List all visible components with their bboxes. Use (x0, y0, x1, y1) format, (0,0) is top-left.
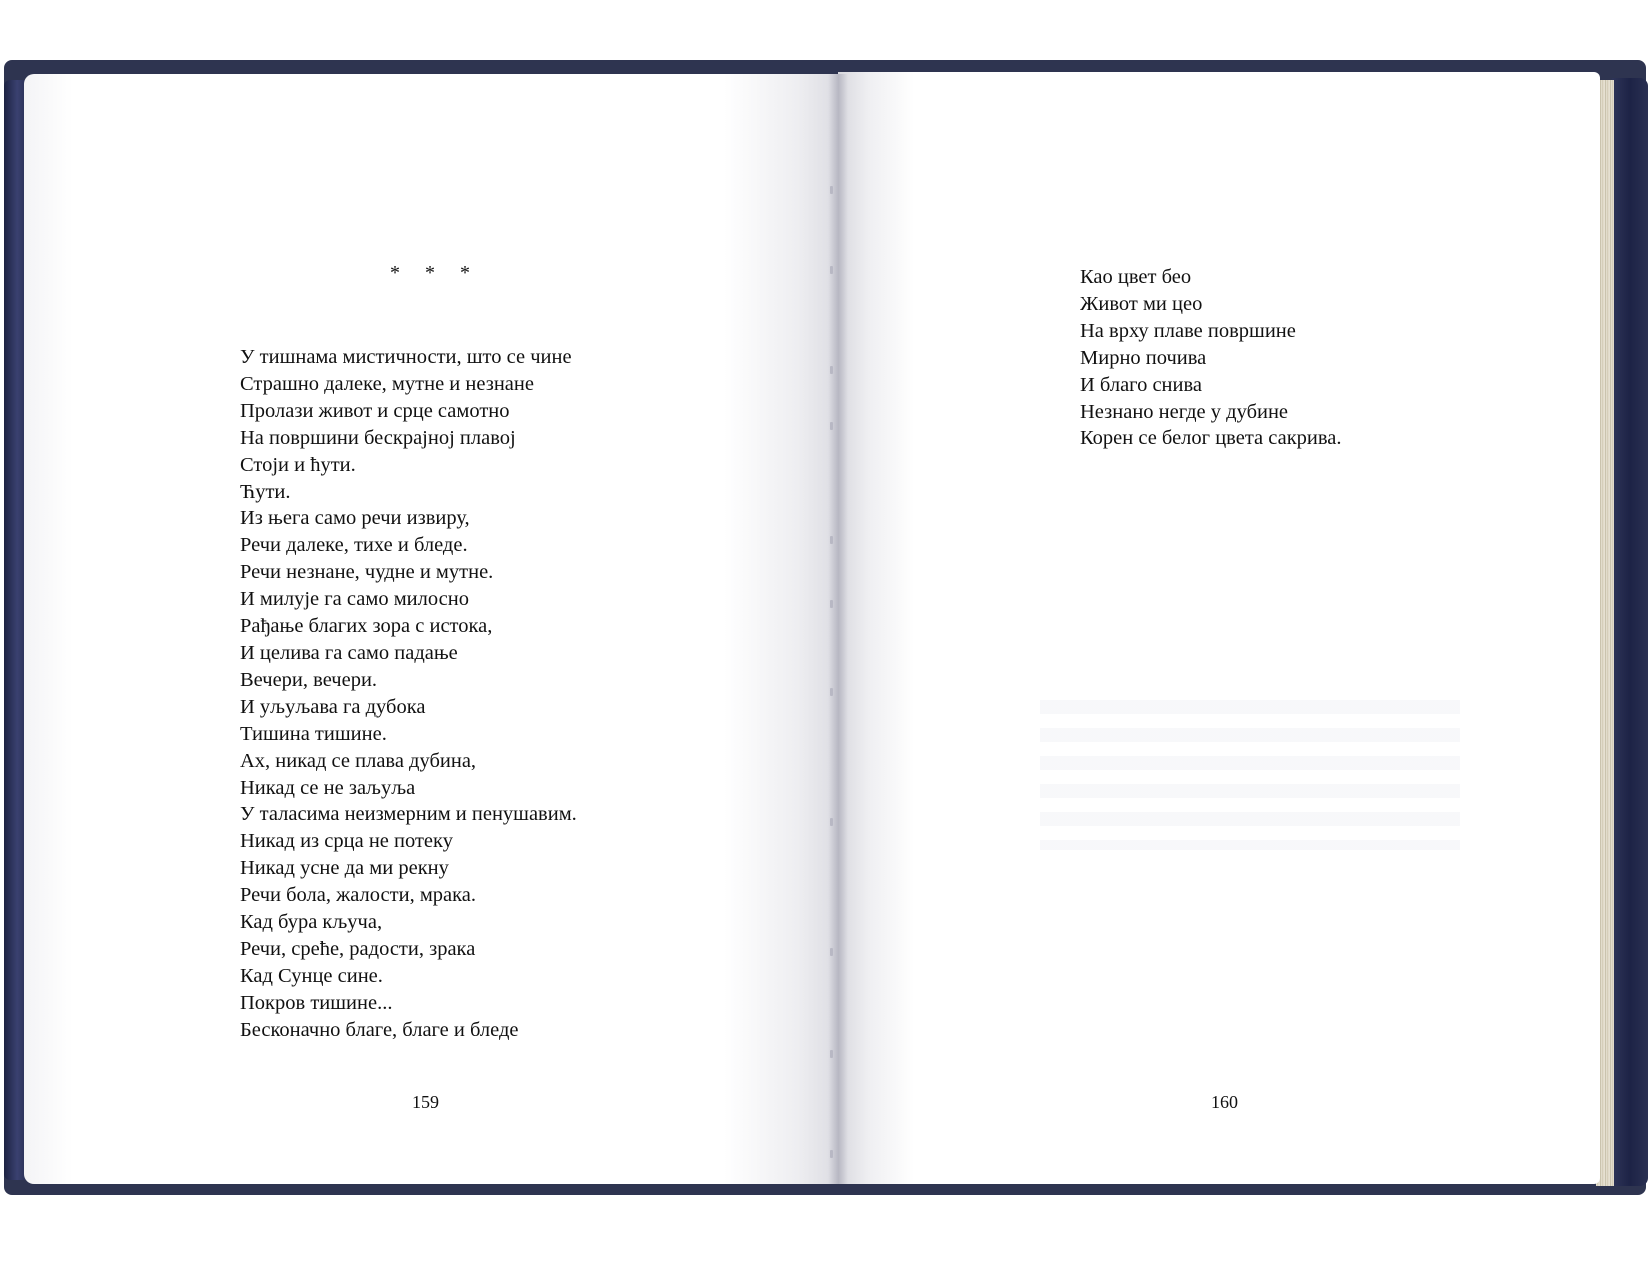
poem-line: Никад се не заљуља (240, 776, 416, 799)
poem-left (240, 344, 577, 1044)
poem-line: Као цвет бео (1080, 266, 1192, 288)
poem-line: Живот ми цео (1080, 292, 1203, 315)
poem-line: У тишнама мистичности, што се чине (240, 346, 572, 368)
book-gutter (828, 74, 848, 1184)
binding-stitch (830, 818, 833, 826)
poem-line: Никад из срца не потеку (240, 830, 453, 853)
poem-right (1080, 264, 1342, 452)
poem-line: И уљуљава га дубока (240, 695, 426, 718)
poem-line: Покров тишине... (240, 991, 393, 1014)
poem-line: И милује га само милосно (240, 588, 469, 611)
poem-line: Бесконачно благе, благе и бледе (240, 1018, 519, 1041)
poem-line: Вечери, вечери. (240, 668, 378, 691)
poem-line: Кад Сунце сине. (240, 964, 383, 987)
poem-line: Никад усне да ми рекну (240, 857, 449, 880)
right-page (838, 72, 1600, 1184)
poem-line: Страшно далеке, мутне и незнане (240, 372, 534, 395)
poem-line: У таласима неизмерним и пенушавим. (240, 803, 577, 826)
poem-line: Ћути. (240, 480, 291, 503)
poem-line: Пролази живот и срце самотно (240, 399, 510, 422)
poem-line: Ах, никад се плава дубина, (240, 749, 477, 772)
poem-line: Рађање благих зора с истока, (240, 615, 493, 638)
show-through (1040, 700, 1460, 850)
poem-line: Стоји и ћути. (240, 453, 356, 476)
poem-line: Кад бура кључа, (240, 911, 383, 934)
binding-stitch (830, 366, 833, 374)
binding-stitch (830, 536, 833, 544)
page-number-right: 160 (1211, 1092, 1238, 1112)
binding-stitch (830, 422, 833, 430)
binding-stitch (830, 600, 833, 608)
binding-stitch (830, 186, 833, 194)
poem-line: И целива га само падање (240, 641, 458, 664)
binding-stitch (830, 1150, 833, 1158)
poem-line: Речи бола, жалости, мрака. (240, 884, 477, 907)
binding-stitch (830, 688, 833, 696)
poem-line: Незнано негде у дубине (1080, 400, 1289, 423)
poem-line: На површини бескрајној плавој (240, 426, 516, 449)
binding-stitch (830, 948, 833, 956)
poem-line: Речи незнане, чудне и мутне. (240, 561, 494, 584)
poem-line: Корен се белог цвета сакрива. (1080, 427, 1342, 450)
cover-edge-left (4, 80, 26, 1180)
poem-line: И благо снива (1080, 373, 1202, 396)
binding-stitch (830, 266, 833, 274)
poem-line: На врху плаве површине (1080, 319, 1296, 342)
page-number-left: 159 (412, 1092, 439, 1112)
binding-stitch (830, 1050, 833, 1058)
poem-line: Речи, среће, радости, зрака (240, 937, 476, 960)
poem-line: Речи далеке, тихе и бледе. (240, 534, 468, 557)
cover-edge-right (1612, 78, 1648, 1186)
poem-line: Тишина тишине. (240, 722, 387, 745)
poem-line: Из њега само речи извиру, (240, 507, 470, 530)
poem-line: Мирно почива (1080, 346, 1207, 369)
section-separator: * * * (390, 262, 480, 284)
